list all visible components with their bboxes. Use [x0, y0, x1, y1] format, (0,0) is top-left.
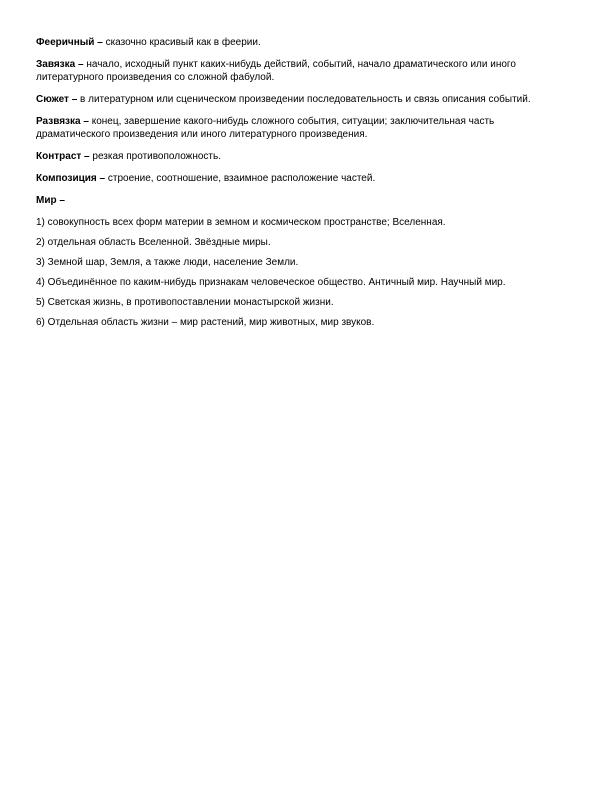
mir-list-item: 6) Отдельная область жизни – мир растений, мир животных, мир звуков.: [36, 317, 375, 328]
entry-separator: –: [75, 59, 87, 70]
entry-separator: –: [94, 37, 106, 48]
mir-list-item: 2) отдельная область Вселенной. Звёздные миры.: [36, 237, 271, 248]
entry-definition: сказочно красивый как в феерии.: [105, 37, 261, 48]
entry-term: Фееричный: [36, 37, 95, 48]
mir-heading: Мир –: [36, 195, 65, 206]
document-content: [36, 36, 556, 336]
entry-definition: строение, соотношение, взаимное расположение частей.: [107, 173, 376, 184]
entry-term: Завязка: [36, 59, 76, 70]
mir-list-item: 4) Объединённое по каким-нибудь признакам человеческое общество. Античный мир. Научный мир.: [36, 277, 506, 288]
entry-separator: –: [68, 94, 81, 105]
entry-term: Сюжет: [36, 94, 69, 105]
mir-list-item: 3) Земной шар, Земля, а также люди, население Земли.: [36, 257, 299, 268]
entry-term: Композиция: [36, 173, 97, 184]
mir-list-item: 1) совокупность всех форм материи в земном и космическом пространстве; Вселенная.: [36, 217, 446, 228]
definition-entry-feerichny: [36, 36, 556, 49]
mir-list-item: 5) Светская жизнь, в противопоставлении монастырской жизни.: [36, 297, 334, 308]
entry-definition: конец, завершение какого-нибудь сложного события, ситуации; заключительная часть драматического произведения или иного литературного произведения.: [36, 116, 495, 140]
definition-entry-kontrast: [36, 150, 556, 163]
entry-separator: –: [81, 151, 93, 162]
entry-definition: в литературном или сценическом произведении последовательность и связь описания событий.: [80, 94, 531, 105]
entry-definition: резкая противоположность.: [92, 151, 221, 162]
definition-entry-zavyazka: [36, 58, 556, 84]
definition-entry-razvyazka: [36, 115, 556, 141]
entry-separator: –: [96, 173, 108, 184]
definition-entry-kompoziciya: [36, 172, 556, 185]
entry-definition: начало, исходный пункт каких-нибудь действий, событий, начало драматического или иного литературного произведения со сложной фабулой.: [36, 59, 516, 83]
entry-term: Развязка: [36, 116, 81, 127]
entry-separator: –: [80, 116, 92, 127]
definition-entry-syuzhet: [36, 93, 556, 106]
entry-term: Контраст: [36, 151, 82, 162]
